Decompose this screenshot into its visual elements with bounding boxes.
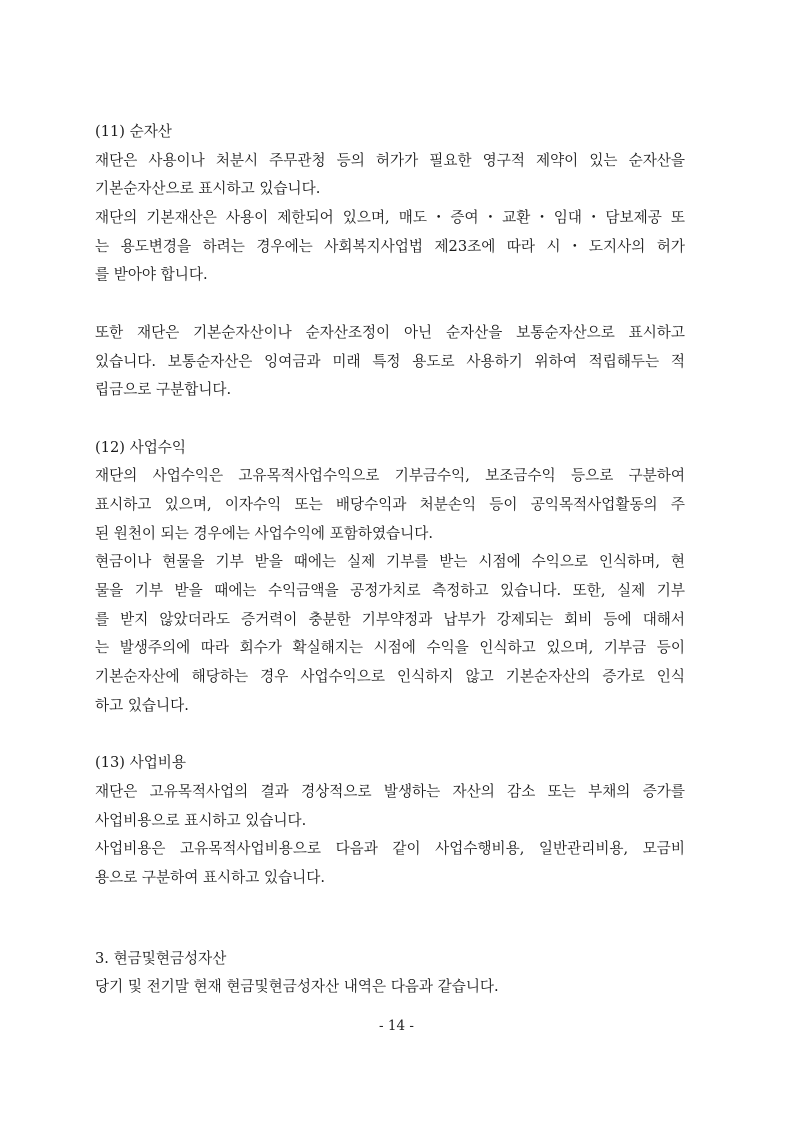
paragraph-line: 재단의 사업수익은 고유목적사업수익으로 기부금수익, 보조금수익 등으로 구분하여 [95, 467, 685, 485]
page-content [95, 118, 685, 1002]
section-spacer [95, 893, 685, 945]
paragraph-line: 기본순자산으로 표시하고 있습니다. [95, 180, 321, 198]
paragraph-line: 용으로 구분하여 표시하고 있습니다. [95, 868, 326, 886]
paragraph-line: 하고 있습니다. [95, 696, 189, 714]
paragraph-line: 물을 기부 받을 때에는 수익금액을 공정가치로 측정하고 있습니다. 또한, 실제 기부 [95, 582, 685, 599]
note-heading-cash: 3. 현금및현금성자산 [95, 949, 227, 967]
paragraph-line: 현금이나 현물을 기부 받을 때에는 실제 기부를 받는 시점에 수익으로 인식하며, 현 [95, 553, 685, 571]
paragraph-line: 립금으로 구분합니다. [95, 381, 232, 399]
section-heading-business-revenue: (12) 사업수익 [95, 438, 186, 456]
paragraph-line: 는 발생주의에 따라 회수가 확실해지는 시점에 수익을 인식하고 있으며, 기부금 등이 [95, 639, 685, 657]
paragraph-line: 재단의 기본재산은 사용이 제한되어 있으며, 매도・증여・교환・임대・담보제공 또 [95, 209, 685, 227]
paragraph-line: 를 받아야 합니다. [95, 266, 208, 284]
paragraph-spacer [95, 290, 685, 319]
paragraph-line: 사업비용은 고유목적사업비용으로 다음과 같이 사업수행비용, 일반관리비용, 모금비 [95, 840, 685, 858]
paragraph-line: 또한 재단은 기본순자산이나 순자산조정이 아닌 순자산을 보통순자산으로 표시하고 [95, 323, 685, 341]
paragraph-line: 는 용도변경을 하려는 경우에는 사회복지사업법 제23조에 따라 시・도지사의 허가 [95, 237, 685, 255]
paragraph-line: 를 받지 않았더라도 증거력이 충분한 기부약정과 납부가 강제되는 회비 등에 대해서 [95, 610, 685, 628]
paragraph-line: 재단은 사용이나 처분시 주무관청 등의 허가가 필요한 영구적 제약이 있는 순자산을 [95, 151, 685, 169]
paragraph-line: 기본순자산에 해당하는 경우 사업수익으로 인식하지 않고 기본순자산의 증가로 인식 [95, 668, 685, 686]
paragraph-line: 표시하고 있으며, 이자수익 또는 배당수익과 처분손익 등이 공익목적사업활동의 주 [95, 495, 685, 513]
section-heading-net-assets: (11) 순자산 [95, 123, 172, 140]
section-heading-business-expenses: (13) 사업비용 [95, 754, 186, 772]
paragraph-line: 재단은 고유목적사업의 결과 경상적으로 발생하는 자산의 감소 또는 부채의 증가를 [95, 782, 685, 800]
paragraph-spacer [95, 405, 685, 434]
page-number: - 14 - [379, 1018, 414, 1034]
note-body-cash: 당기 및 전기말 현재 현금및현금성자산 내역은 다음과 같습니다. [95, 978, 499, 996]
paragraph-line: 된 원천이 되는 경우에는 사업수익에 포함하였습니다. [95, 524, 433, 542]
paragraph-line: 사업비용으로 표시하고 있습니다. [95, 811, 307, 829]
paragraph-spacer [95, 720, 685, 749]
paragraph-line: 있습니다. 보통순자산은 잉여금과 미래 특정 용도로 사용하기 위하여 적립해두는 적 [95, 352, 685, 370]
